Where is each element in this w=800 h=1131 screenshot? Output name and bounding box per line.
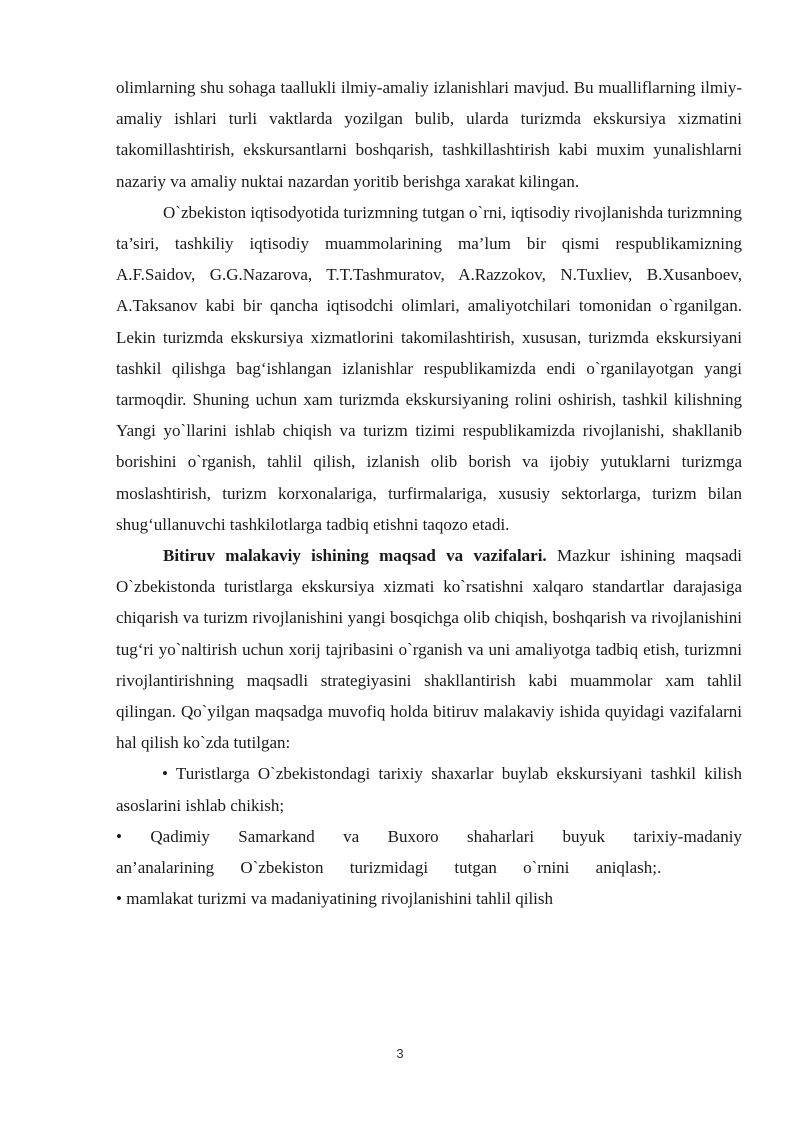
goals-body: Mazkur ishining maqsadi O`zbekistonda turistlarga ekskursiya xizmati ko`rsatishni xalqaro standartlar darajasiga chiqarish va turizm rivojlanishini yangi bosqichga olib chiqish, boshqarish va rivojlanishini tug‘ri yo`naltirish uchun xorij tajribasini o`rganish va uni amaliyotga tadbiq etish, turizmni rivojlantirishning maqsadli strategiyasini shakllantirish kabi muammolar xam tahlil qilingan. Qo`yilgan maqsadga muvofiq holda bitiruv malakaviy ishida quyidagi vazifalarni hal qilish ko`zda tutilgan: <box>116 546 742 753</box>
paragraph-goals <box>116 540 742 758</box>
paragraph-intro: olimlarning shu sohaga taallukli ilmiy-amaliy izlanishlari mavjud. Bu mualliflarning ilmiy-amaliy ishlari turli vaktlarda yozilgan bulib, ularda turizmda ekskursiya xizmatini takomillashtirish, ekskursantlarni boshqarish, tashkillashtirish kabi muxim yunalishlarni nazariy va amaliy nuktai nazardan yoritib berishga xarakat kilingan. <box>116 78 742 191</box>
paragraph-literature-review: O`zbekiston iqtisodyotida turizmning tutgan o`rni, iqtisodiy rivojlanishda turizmning ta’siri, tashkiliy iqtisodiy muammolarining ma’lum bir qismi respublikamizning A.F.Saidov, G.G.Nazarova, T.T.Tashmuratov, A.Razzokov, N.Tuxliev, B.Xusanboev, A.Taksanov kabi bir qancha iqtisodchi olimlari, amaliyotchilari tomonidan o`rganilgan. Lekin turizmda ekskursiya xizmatlorini takomilashtirish, xususan, turizmda ekskursiyani tashkil qilishga bag‘ishlangan izlanishlar respublikamizda endi o`rganilayotgan yangi tarmoqdir. Shuning uchun xam turizmda ekskursiyaning rolini oshirish, tashkil kilishning Yangi yo`llarini ishlab chiqish va turizm tizimi respublikamizda rivojlanishi, shakllanib borishini o`rganish, tahlil qilish, izlanish olib borish va ijobiy yutuklarni turizmga moslashtirish, turizm korxonalariga, turfirmalariga, xususiy sektorlarga, turizm bilan shug‘ullanuvchi tashkilotlarga tadbiq etishni taqozo etadi. <box>116 202 742 534</box>
bullet-item-3: • mamlakat turizmi va madaniyatining rivojlanishini tahlil qilish <box>116 889 554 909</box>
goals-heading: Bitiruv malakaviy ishining maqsad va vazifalari. <box>163 546 547 566</box>
bullet-item-1: • Turistlarga O`zbekistondagi tarixiy shaxarlar buylab ekskursiyani tashkil kilish asoslarini ishlab chikish; <box>116 764 742 815</box>
bullet-item-2: • Qadimiy Samarkand va Buxoro shaharlari buyuk tarixiy-madaniy an’analarining O`zbekiston turizmidagi tutgan o`rnini aniqlash;. <box>116 826 742 878</box>
page-number: 3 <box>396 1046 404 1061</box>
body-text <box>116 72 742 914</box>
